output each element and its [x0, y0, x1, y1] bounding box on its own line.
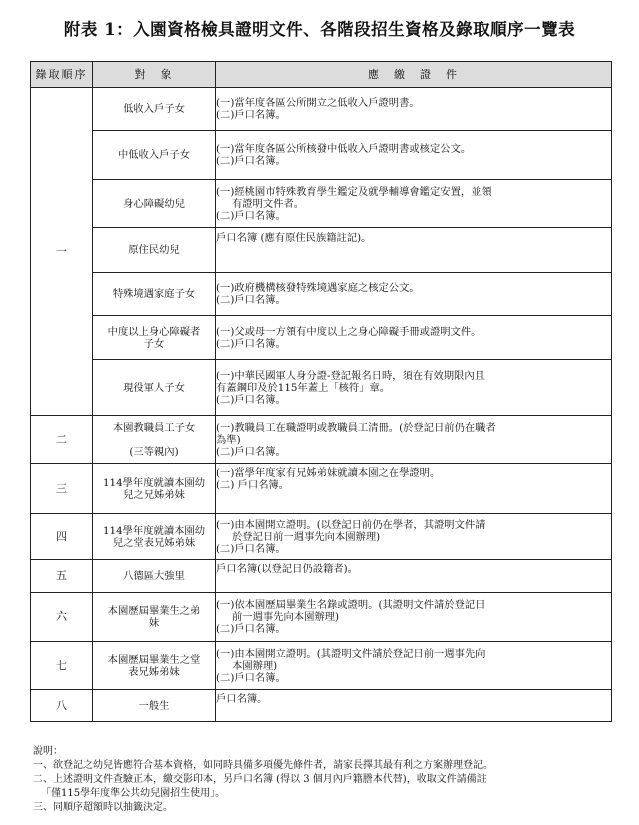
doc-line: (一)當學年度家有兄姊弟妹就讀本園之在學證明。 — [216, 467, 441, 479]
target-cell: 特殊境遇家庭子女 — [93, 273, 216, 316]
target-line: 妹 — [148, 617, 160, 629]
doc-line: (二)戶口名簿。 — [216, 393, 286, 406]
doc-line: (二) 戶口名簿。 — [216, 479, 290, 491]
note-item-continued: 「僅115學年度準公共幼兒園招生使用」。 — [41, 788, 226, 799]
docs-cell — [216, 560, 612, 593]
docs-cell — [216, 316, 612, 360]
target-cell: 八德區大強里 — [93, 560, 216, 593]
table-row — [31, 593, 612, 642]
table-row — [31, 180, 612, 228]
target-line: 114學年度就讀本園幼 — [102, 524, 206, 537]
rank-cell: 二 — [31, 416, 93, 464]
docs-cell — [216, 228, 612, 273]
target-line: 本園歷屆畢業生之弟 — [107, 605, 201, 617]
doc-line: 戶口名簿。 — [216, 693, 268, 705]
target-cell — [93, 642, 216, 690]
docs-cell — [216, 360, 612, 416]
target-cell: 一般生 — [93, 690, 216, 722]
target-cell: 身心障礙幼兒 — [93, 180, 216, 228]
rank-cell: 四 — [31, 514, 93, 560]
table-row — [31, 514, 612, 560]
doc-line: 戶口名簿 (應有原住民族籍註記)。 — [216, 232, 372, 244]
doc-line: (二)戶口名簿。 — [216, 109, 286, 121]
docs-cell — [216, 514, 612, 560]
target-cell: 低收入戶子女 — [93, 88, 216, 131]
target-line: 本園教職員工子女 — [112, 421, 196, 434]
notes-heading: 說明： — [33, 746, 63, 757]
target-line: 兒之兄姊弟妹 — [123, 488, 185, 501]
doc-line: 戶口名簿(以登記日仍設籍者)。 — [216, 563, 358, 575]
table-row — [31, 560, 612, 593]
doc-line: (一)父或母一方領有中度以上之身心障礙手冊或證明文件。 — [216, 325, 482, 338]
doc-line: 有蓋鋼印及於115年蓋上「核符」章。 — [216, 381, 391, 394]
target-cell — [93, 416, 216, 464]
table-row — [31, 88, 612, 131]
target-line: 114學年度就讀本園幼 — [102, 476, 206, 489]
target-cell — [93, 464, 216, 514]
note-item: 一、欲登記之幼兒皆應符合基本資格，如同時具備多項優先條件者，請家長擇其最有利之方案辦理登記。 — [33, 760, 493, 771]
doc-line: (二)戶口名簿。 — [216, 155, 286, 167]
doc-line: (一)當年度各區公所核發中低收入戶證明書或核定公文。 — [216, 143, 472, 155]
doc-line: (一)由本園開立證明。(以登記日前仍在學者，其證明文件請 — [216, 518, 486, 531]
docs-cell — [216, 690, 612, 722]
doc-line: (二)戶口名簿。 — [216, 445, 286, 458]
table-row — [31, 690, 612, 722]
target-line: (三等親內) — [129, 445, 179, 458]
doc-line: 於登記日前一週事先向本園辦理) — [232, 530, 381, 543]
doc-line: (一)依本園歷屆畢業生名錄或證明。(其證明文件請於登記日 — [216, 599, 486, 611]
rank-cell: 六 — [31, 593, 93, 642]
note-item: 三、同順序超額時以抽籤決定。 — [33, 802, 173, 813]
doc-line: 本園辦理) — [232, 659, 278, 672]
doc-line: (一)由本園開立證明。(其證明文件請於登記日前一週事先向 — [216, 647, 486, 660]
document-title: 附表 1：入園資格檢具證明文件、各階段招生資格及錄取順序一覽表 — [63, 20, 576, 39]
note-item: 二、上述證明文件查驗正本，繳交影印本，另戶口名簿 (得以 3 個月內戶籍謄本代替)，收取文件請備註 — [33, 774, 487, 785]
admission-table — [30, 61, 612, 722]
docs-cell — [216, 593, 612, 642]
target-line: 兒之堂表兄姊弟妹 — [112, 536, 196, 549]
rank-cell: 七 — [31, 642, 93, 690]
target-cell: 現役軍人子女 — [93, 360, 216, 416]
doc-line: (二)戶口名簿。 — [216, 671, 286, 684]
doc-line: (一)教職員工在職證明或教職員工清冊。(於登記日前仍在職者 — [216, 421, 496, 434]
doc-line: (二)戶口名簿。 — [216, 209, 286, 222]
doc-line: (一)中華民國軍人身分證-登記報名日時，須在有效期限內且 — [216, 369, 485, 382]
doc-line: (一)經桃園市特殊教育學生鑑定及就學輔導會鑑定安置，並領 — [216, 185, 492, 198]
doc-line: (二)戶口名簿。 — [216, 542, 286, 555]
docs-cell — [216, 273, 612, 316]
table-row — [31, 316, 612, 360]
doc-line: 前一週事先向本園辦理) — [232, 611, 339, 623]
table-row — [31, 416, 612, 464]
doc-line: (一)政府機構核發特殊境遇家庭之核定公文。 — [216, 282, 420, 294]
header-docs: 應 繳 證 件 — [216, 62, 612, 88]
header-target: 對 象 — [93, 62, 216, 88]
notes-section — [33, 745, 618, 815]
docs-cell — [216, 88, 612, 131]
target-cell — [93, 514, 216, 560]
doc-line: (一)當年度各區公所開立之低收入戶證明書。 — [216, 97, 420, 109]
table-row — [31, 228, 612, 273]
doc-line: 為準) — [216, 433, 241, 446]
docs-cell — [216, 131, 612, 180]
target-line: 中度以上身心障礙者 — [107, 325, 201, 338]
rank-cell: 三 — [31, 464, 93, 514]
docs-cell — [216, 180, 612, 228]
rank-cell: 八 — [31, 690, 93, 722]
doc-line: (二)戶口名簿。 — [216, 623, 286, 635]
target-line: 表兄姊弟妹 — [128, 665, 180, 678]
target-cell — [93, 593, 216, 642]
table-row — [31, 464, 612, 514]
docs-cell — [216, 642, 612, 690]
docs-cell — [216, 464, 612, 514]
target-cell: 中低收入戶子女 — [93, 131, 216, 180]
docs-cell — [216, 416, 612, 464]
rank-cell: 一 — [31, 88, 93, 416]
target-cell — [93, 316, 216, 360]
doc-line: (二)戶口名簿。 — [216, 294, 286, 306]
table-row — [31, 642, 612, 690]
rank-cell: 五 — [31, 560, 93, 593]
target-line: 子女 — [143, 337, 165, 350]
doc-line: (二)戶口名簿。 — [216, 337, 286, 350]
target-line: 本園歷屆畢業生之堂 — [107, 653, 201, 666]
doc-line: 有證明文件者。 — [232, 197, 305, 210]
target-cell: 原住民幼兒 — [93, 228, 216, 273]
table-header-row — [31, 62, 612, 88]
table-row — [31, 360, 612, 416]
table-row — [31, 131, 612, 180]
table-row — [31, 273, 612, 316]
header-rank: 錄取順序 — [31, 62, 93, 88]
